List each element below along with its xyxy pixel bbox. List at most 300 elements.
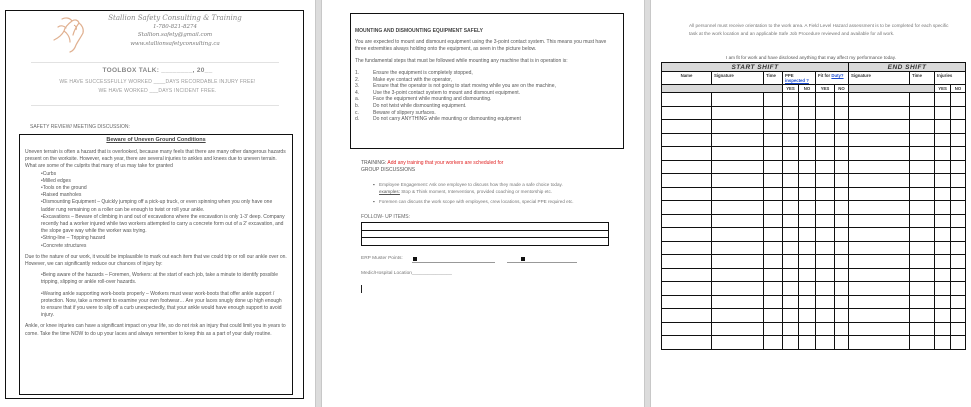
- injuries-no-cell[interactable]: [951, 309, 966, 323]
- ppe-yes-cell[interactable]: [783, 214, 799, 228]
- table-row: [662, 120, 966, 134]
- fit-no-cell[interactable]: [835, 295, 849, 309]
- fit-yes-cell[interactable]: [816, 336, 835, 350]
- ppe-yes-cell[interactable]: [783, 120, 799, 134]
- erp-muster-field[interactable]: [507, 262, 577, 263]
- table-row: [662, 309, 966, 323]
- fit-no-cell[interactable]: [835, 106, 849, 120]
- ppe-no-cell[interactable]: [799, 201, 816, 215]
- end-time-cell[interactable]: [910, 309, 935, 323]
- page-gap: [315, 0, 322, 407]
- injuries-yes-cell[interactable]: [935, 93, 951, 107]
- ppe-no-cell[interactable]: [799, 282, 816, 296]
- name-cell[interactable]: [662, 174, 712, 188]
- name-cell[interactable]: [662, 214, 712, 228]
- company-website: www.stallionsafetyconsulting.ca: [130, 40, 220, 47]
- fit-yes-label: YES: [816, 85, 835, 93]
- time-cell[interactable]: [764, 93, 783, 107]
- start-shift-header: START SHIFT: [662, 63, 849, 72]
- name-cell[interactable]: [662, 93, 712, 107]
- fit-yes-cell[interactable]: [816, 160, 835, 174]
- time-cell[interactable]: [764, 106, 783, 120]
- injuries-no-cell[interactable]: [951, 133, 966, 147]
- time-cell[interactable]: [764, 160, 783, 174]
- time-cell[interactable]: [764, 282, 783, 296]
- group-discussions-label: GROUP DISCUSSIONS: [361, 167, 416, 173]
- fit-duty-link[interactable]: Duty?: [831, 73, 844, 78]
- field-marker-icon: [521, 257, 525, 261]
- fit-no-cell[interactable]: [835, 255, 849, 269]
- ppe-yes-cell[interactable]: [783, 255, 799, 269]
- end-time-cell[interactable]: [910, 160, 935, 174]
- injuries-no-cell[interactable]: [951, 120, 966, 134]
- injuries-no-cell[interactable]: [951, 214, 966, 228]
- injuries-yes-cell[interactable]: [935, 174, 951, 188]
- end-signature-cell[interactable]: [849, 133, 910, 147]
- injuries-yes-cell[interactable]: [935, 322, 951, 336]
- examples-label: examples:: [379, 189, 400, 194]
- ppe-no-cell[interactable]: [799, 268, 816, 282]
- signature-cell[interactable]: [712, 93, 764, 107]
- name-cell[interactable]: [662, 295, 712, 309]
- end-signature-cell[interactable]: [849, 282, 910, 296]
- injuries-yes-cell[interactable]: [935, 295, 951, 309]
- discussion-bullet: ▪ Foremen can discuss the work scope with employees, crew locations, special PPE required etc.: [373, 199, 574, 204]
- fit-no-cell[interactable]: [835, 147, 849, 161]
- table-row: [662, 322, 966, 336]
- end-time-cell[interactable]: [910, 241, 935, 255]
- fit-no-cell[interactable]: [835, 93, 849, 107]
- fit-yes-cell[interactable]: [816, 255, 835, 269]
- injuries-yes-cell[interactable]: [935, 309, 951, 323]
- signature-cell[interactable]: [712, 120, 764, 134]
- step-item: b. Do not twist while dismounting equipment.: [355, 102, 467, 109]
- end-time-cell[interactable]: [910, 120, 935, 134]
- time-cell[interactable]: [764, 336, 783, 350]
- time-cell[interactable]: [764, 201, 783, 215]
- grey-spacer: [662, 85, 783, 93]
- training-label: TRAINING:: [361, 160, 387, 166]
- injuries-no-cell[interactable]: [951, 147, 966, 161]
- ppe-no-cell[interactable]: [799, 93, 816, 107]
- col-end-time: Time: [910, 72, 935, 85]
- followup-row[interactable]: [362, 238, 609, 246]
- injuries-no-cell[interactable]: [951, 336, 966, 350]
- injuries-yes-cell[interactable]: [935, 268, 951, 282]
- ppe-no-cell[interactable]: [799, 106, 816, 120]
- divider: [31, 105, 279, 106]
- name-cell[interactable]: [662, 322, 712, 336]
- time-cell[interactable]: [764, 322, 783, 336]
- signature-cell[interactable]: [712, 214, 764, 228]
- injuries-no-cell[interactable]: [951, 322, 966, 336]
- medic-location-label: Medic/Hospital Location_______________: [361, 271, 452, 276]
- col-name: Name: [662, 72, 712, 85]
- topic-title: Beware of Uneven Ground Conditions: [106, 137, 206, 143]
- followup-label: FOLLOW- UP ITEMS:: [361, 214, 410, 220]
- ppe-no-cell[interactable]: [799, 120, 816, 134]
- injuries-yes-cell[interactable]: [935, 187, 951, 201]
- fit-no-cell[interactable]: [835, 268, 849, 282]
- culprit-item: •String-line – Tripping hazard: [41, 235, 106, 242]
- erp-muster-field[interactable]: [412, 262, 495, 263]
- table-row: [662, 214, 966, 228]
- ppe-no-cell[interactable]: [799, 295, 816, 309]
- fit-yes-cell[interactable]: [816, 268, 835, 282]
- fit-no-cell[interactable]: [835, 214, 849, 228]
- end-signature-cell[interactable]: [849, 241, 910, 255]
- end-signature-cell[interactable]: [849, 214, 910, 228]
- ppe-no-cell[interactable]: [799, 147, 816, 161]
- tip-item: •Wearing ankle supporting work-boots properly – Workers must wear work-boots that offer ankle support / protection. Now, take a moment to examine your own footwear… Are your laces snugly done up high enough to ensure that if you were to slip off a curb unexpectedly, that your ankle would have enough support to avoid injury.: [41, 290, 282, 319]
- end-signature-cell[interactable]: [849, 147, 910, 161]
- fit-no-cell[interactable]: [835, 336, 849, 350]
- culprit-item: •Tools on the ground: [41, 185, 87, 192]
- injuries-no-cell[interactable]: [951, 228, 966, 242]
- signature-cell[interactable]: [712, 295, 764, 309]
- injuries-no-cell[interactable]: [951, 106, 966, 120]
- ppe-no-label: NO: [799, 85, 816, 93]
- time-cell[interactable]: [764, 268, 783, 282]
- time-cell[interactable]: [764, 255, 783, 269]
- culprit-item: •Curbs: [41, 170, 57, 177]
- end-signature-cell[interactable]: [849, 295, 910, 309]
- time-cell[interactable]: [764, 174, 783, 188]
- end-signature-cell[interactable]: [849, 336, 910, 350]
- end-signature-cell[interactable]: [849, 93, 910, 107]
- followup-row[interactable]: [362, 223, 609, 231]
- time-cell[interactable]: [764, 147, 783, 161]
- fit-yes-cell[interactable]: [816, 187, 835, 201]
- end-time-cell[interactable]: [910, 322, 935, 336]
- steps-list: [355, 70, 619, 123]
- step-item: 2. Make eye contact with the operator,: [355, 76, 452, 83]
- fit-yes-cell[interactable]: [816, 309, 835, 323]
- ppe-yes-cell[interactable]: [783, 160, 799, 174]
- end-time-cell[interactable]: [910, 174, 935, 188]
- table-row: [662, 282, 966, 296]
- injuries-no-cell[interactable]: [951, 255, 966, 269]
- end-signature-cell[interactable]: [849, 174, 910, 188]
- table-row: [662, 93, 966, 107]
- fit-yes-cell[interactable]: [816, 241, 835, 255]
- ppe-yes-cell[interactable]: [783, 174, 799, 188]
- ppe-yes-cell[interactable]: [783, 228, 799, 242]
- fit-no-cell[interactable]: [835, 309, 849, 323]
- ppe-yes-cell[interactable]: [783, 282, 799, 296]
- fit-no-cell[interactable]: [835, 322, 849, 336]
- end-signature-cell[interactable]: [849, 120, 910, 134]
- end-time-cell[interactable]: [910, 201, 935, 215]
- col-end-signature: Signature: [849, 72, 910, 85]
- culprit-item: •Excavations – Beware of climbing in and out of excavations where the excavation is only 1-3' deep. Company recently had a worker injured while two workers attempted to carry a concrete form out of a 2' excavation, and the slope gave way while the worker was trying.: [41, 213, 285, 235]
- fit-yes-cell[interactable]: [816, 174, 835, 188]
- end-time-cell[interactable]: [910, 106, 935, 120]
- time-cell[interactable]: [764, 228, 783, 242]
- table-row: [662, 241, 966, 255]
- company-email: Stallion.safety@gmail.com: [137, 32, 213, 38]
- end-signature-cell[interactable]: [849, 255, 910, 269]
- end-time-cell[interactable]: [910, 295, 935, 309]
- time-cell[interactable]: [764, 133, 783, 147]
- injuries-yes-cell[interactable]: [935, 160, 951, 174]
- signature-cell[interactable]: [712, 133, 764, 147]
- ppe-yes-cell[interactable]: [783, 322, 799, 336]
- injuries-no-label: NO: [951, 85, 966, 93]
- signature-cell[interactable]: [712, 309, 764, 323]
- name-cell[interactable]: [662, 241, 712, 255]
- end-time-cell[interactable]: [910, 336, 935, 350]
- col-fit-for-duty: Fit for Duty?: [816, 72, 849, 85]
- time-cell[interactable]: [764, 120, 783, 134]
- injuries-yes-cell[interactable]: [935, 214, 951, 228]
- injuries-yes-cell[interactable]: [935, 241, 951, 255]
- erp-muster-label: ERP Muster Points:: [361, 256, 403, 261]
- injuries-yes-label: YES: [935, 85, 951, 93]
- table-row: [662, 228, 966, 242]
- signature-cell[interactable]: [712, 336, 764, 350]
- end-signature-cell[interactable]: [849, 201, 910, 215]
- end-signature-cell[interactable]: [849, 228, 910, 242]
- table-row: [662, 268, 966, 282]
- training-note: Add any training that your workers are scheduled for: [387, 160, 504, 166]
- signature-cell[interactable]: [712, 106, 764, 120]
- step-item: 1. Ensure the equipment is completely stopped,: [355, 70, 473, 76]
- ppe-yes-cell[interactable]: [783, 241, 799, 255]
- injuries-yes-cell[interactable]: [935, 228, 951, 242]
- name-cell[interactable]: [662, 268, 712, 282]
- ppe-yes-cell[interactable]: [783, 268, 799, 282]
- col-time: Time: [764, 72, 783, 85]
- ppe-yes-cell[interactable]: [783, 201, 799, 215]
- ppe-no-cell[interactable]: [799, 174, 816, 188]
- ppe-yes-cell[interactable]: [783, 106, 799, 120]
- ppe-yes-cell[interactable]: [783, 295, 799, 309]
- ppe-no-cell[interactable]: [799, 241, 816, 255]
- signature-cell[interactable]: [712, 174, 764, 188]
- end-shift-header: END SHIFT: [849, 63, 966, 72]
- fit-yes-cell[interactable]: [816, 120, 835, 134]
- injuries-no-cell[interactable]: [951, 241, 966, 255]
- injuries-yes-cell[interactable]: [935, 147, 951, 161]
- injuries-no-cell[interactable]: [951, 268, 966, 282]
- end-signature-cell[interactable]: [849, 322, 910, 336]
- name-cell[interactable]: [662, 309, 712, 323]
- text-cursor: [361, 285, 362, 293]
- field-marker-icon: [413, 257, 417, 261]
- steps-intro: The fundamental steps that must be followed while mounting any machine that is in operation is:: [355, 58, 568, 64]
- table-row: [662, 160, 966, 174]
- injuries-yes-cell[interactable]: [935, 133, 951, 147]
- ppe-no-cell[interactable]: [799, 187, 816, 201]
- culprit-item: •Milled edges: [41, 177, 71, 184]
- name-cell[interactable]: [662, 106, 712, 120]
- name-cell[interactable]: [662, 133, 712, 147]
- end-time-cell[interactable]: [910, 255, 935, 269]
- mounting-box: [350, 13, 624, 149]
- discussion-bullet: ▪ Employee Engagement: Ask one employee to discuss how they made a safe choice today. examples: Stop & Think moment, Interventions, provided coaching or mentorship etc.: [373, 182, 563, 194]
- signature-cell[interactable]: [712, 241, 764, 255]
- injuries-no-cell[interactable]: [951, 160, 966, 174]
- time-cell[interactable]: [764, 241, 783, 255]
- fit-yes-cell[interactable]: [816, 201, 835, 215]
- end-signature-cell[interactable]: [849, 106, 910, 120]
- ppe-yes-label: YES: [783, 85, 799, 93]
- ppe-no-cell[interactable]: [799, 309, 816, 323]
- ppe-yes-cell[interactable]: [783, 336, 799, 350]
- end-signature-cell[interactable]: [849, 309, 910, 323]
- table-row: [662, 255, 966, 269]
- step-item: a. Face the equipment while mounting and dismounting.: [355, 96, 492, 103]
- end-time-cell[interactable]: [910, 214, 935, 228]
- fit-no-cell[interactable]: [835, 201, 849, 215]
- document-page-2: [322, 0, 644, 407]
- end-time-cell[interactable]: [910, 228, 935, 242]
- orientation-text: All personnel must receive orientation to the work area. A Field Level Hazard assessment is to be completed for each specific task at the work location and an applicable Safe Job Procedure reviewed and available for all work.: [689, 23, 949, 36]
- fit-yes-cell[interactable]: [816, 133, 835, 147]
- end-signature-cell[interactable]: [849, 268, 910, 282]
- signature-cell[interactable]: [712, 160, 764, 174]
- fit-no-cell[interactable]: [835, 228, 849, 242]
- time-cell[interactable]: [764, 309, 783, 323]
- intro-paragraph: Uneven terrain is often a hazard that is overlooked, because many feels that there are many other dangerous hazards present on the worksite. However, each year, there are several injuries to ankles and knees due to uneven terrain. What are some of the culprits that many of us may take for granted: [25, 149, 286, 170]
- company-name: Stallion Safety Consulting & Training: [108, 14, 242, 22]
- fit-yes-cell[interactable]: [816, 93, 835, 107]
- name-cell[interactable]: [662, 282, 712, 296]
- injuries-no-cell[interactable]: [951, 201, 966, 215]
- divider: [31, 62, 279, 63]
- injuries-no-cell[interactable]: [951, 187, 966, 201]
- table-row: [662, 295, 966, 309]
- ppe-no-cell[interactable]: [799, 255, 816, 269]
- sign-in-rows: [662, 93, 966, 350]
- injuries-yes-cell[interactable]: [935, 282, 951, 296]
- company-header: [80, 14, 270, 48]
- injuries-yes-cell[interactable]: [935, 255, 951, 269]
- name-cell[interactable]: [662, 147, 712, 161]
- end-signature-cell[interactable]: [849, 187, 910, 201]
- ppe-yes-cell[interactable]: [783, 133, 799, 147]
- injuries-no-cell[interactable]: [951, 174, 966, 188]
- ppe-yes-cell[interactable]: [783, 187, 799, 201]
- name-cell[interactable]: [662, 120, 712, 134]
- table-row: [662, 187, 966, 201]
- signature-cell[interactable]: [712, 268, 764, 282]
- ppe-no-cell[interactable]: [799, 228, 816, 242]
- tip-item: •Being aware of the hazards – Foremen, Workers: at the start of each job, take a minute to identify possible tripping, slipping or ankle roll-over hazards.: [41, 272, 279, 286]
- ppe-no-cell[interactable]: [799, 133, 816, 147]
- name-cell[interactable]: [662, 160, 712, 174]
- signature-cell[interactable]: [712, 147, 764, 161]
- end-time-cell[interactable]: [910, 187, 935, 201]
- end-signature-cell[interactable]: [849, 160, 910, 174]
- fit-statement: I am fit for work and have disclosed anything that may affect my performance today.: [726, 55, 896, 60]
- fit-yes-cell[interactable]: [816, 106, 835, 120]
- signature-cell[interactable]: [712, 322, 764, 336]
- ppe-inspected-link[interactable]: inspected ?: [785, 78, 809, 83]
- injuries-no-cell[interactable]: [951, 282, 966, 296]
- sign-in-table: [661, 62, 966, 350]
- signature-cell[interactable]: [712, 201, 764, 215]
- fit-no-cell[interactable]: [835, 133, 849, 147]
- culprit-item: •Concrete structures: [41, 242, 87, 249]
- fit-yes-cell[interactable]: [816, 282, 835, 296]
- step-item: d. Do not carry ANYTHING while mounting or dismounting equipment: [355, 116, 521, 123]
- signature-cell[interactable]: [712, 255, 764, 269]
- signature-cell[interactable]: [712, 228, 764, 242]
- end-time-cell[interactable]: [910, 133, 935, 147]
- fit-no-cell[interactable]: [835, 282, 849, 296]
- signature-cell[interactable]: [712, 187, 764, 201]
- injuries-no-cell[interactable]: [951, 93, 966, 107]
- end-time-cell[interactable]: [910, 93, 935, 107]
- page-gap: [644, 0, 651, 407]
- step-item: 4. Use the 3-point contact system to mount and dismount equipment.: [355, 89, 521, 96]
- injuries-yes-cell[interactable]: [935, 106, 951, 120]
- injuries-yes-cell[interactable]: [935, 201, 951, 215]
- name-cell[interactable]: [662, 336, 712, 350]
- ppe-no-cell[interactable]: [799, 322, 816, 336]
- injuries-yes-cell[interactable]: [935, 336, 951, 350]
- mounting-heading: MOUNTING AND DISMOUNTING EQUIPMENT SAFELY: [355, 28, 483, 34]
- injuries-yes-cell[interactable]: [935, 120, 951, 134]
- nature-paragraph: Due to the nature of our work, it would be implausible to mark out each item that we could trip or roll our ankle over on. However, we can significantly reduce our chances of injury by:: [25, 253, 287, 268]
- fit-no-cell[interactable]: [835, 160, 849, 174]
- signature-cell[interactable]: [712, 282, 764, 296]
- step-item: c. Beware of slippery surfaces.: [355, 109, 436, 116]
- meeting-discussion-label: SAFETY REVIEW/ MEETING DISCUSSION:: [30, 124, 130, 130]
- closing-paragraph: Ankle, or knee injuries can have a significant impact on your life, so do not risk an injury that could limit you in years to come. Take the time NOW to do up your laces and always remember to keep this as a part of your daily routine.: [25, 323, 286, 337]
- ppe-no-cell[interactable]: [799, 214, 816, 228]
- fit-no-cell[interactable]: [835, 120, 849, 134]
- culprit-item: •Dismounting Equipment – Quickly jumping off a pick-up truck, or even spinning when you only have one ladder rung remaining on a roller can be enough to twist or roll your ankle.: [41, 199, 273, 213]
- fit-yes-cell[interactable]: [816, 228, 835, 242]
- name-cell[interactable]: [662, 228, 712, 242]
- fit-yes-cell[interactable]: [816, 295, 835, 309]
- time-cell[interactable]: [764, 295, 783, 309]
- end-time-cell[interactable]: [910, 268, 935, 282]
- col-signature: Signature: [712, 72, 764, 85]
- table-row: [662, 106, 966, 120]
- fit-yes-cell[interactable]: [816, 322, 835, 336]
- fit-no-cell[interactable]: [835, 187, 849, 201]
- table-row: [662, 174, 966, 188]
- fit-no-cell[interactable]: [835, 241, 849, 255]
- discussion-box: [19, 134, 293, 395]
- injuries-no-cell[interactable]: [951, 295, 966, 309]
- followup-row[interactable]: [362, 230, 609, 238]
- end-time-cell[interactable]: [910, 282, 935, 296]
- ppe-yes-cell[interactable]: [783, 93, 799, 107]
- ppe-no-cell[interactable]: [799, 336, 816, 350]
- end-time-cell[interactable]: [910, 147, 935, 161]
- time-cell[interactable]: [764, 214, 783, 228]
- fit-yes-cell[interactable]: [816, 147, 835, 161]
- recordable-injury-line: WE HAVE SUCCESSFULLY WORKED ____DAYS RECORDABLE INJURY FREE!: [59, 79, 256, 85]
- name-cell[interactable]: [662, 201, 712, 215]
- ppe-yes-cell[interactable]: [783, 147, 799, 161]
- name-cell[interactable]: [662, 255, 712, 269]
- fit-no-cell[interactable]: [835, 174, 849, 188]
- company-phone: 1-780-821-8274: [152, 23, 198, 30]
- table-row: [662, 201, 966, 215]
- time-cell[interactable]: [764, 187, 783, 201]
- name-cell[interactable]: [662, 187, 712, 201]
- fit-yes-cell[interactable]: [816, 214, 835, 228]
- training-section: [361, 160, 503, 174]
- ppe-no-cell[interactable]: [799, 160, 816, 174]
- ppe-yes-cell[interactable]: [783, 309, 799, 323]
